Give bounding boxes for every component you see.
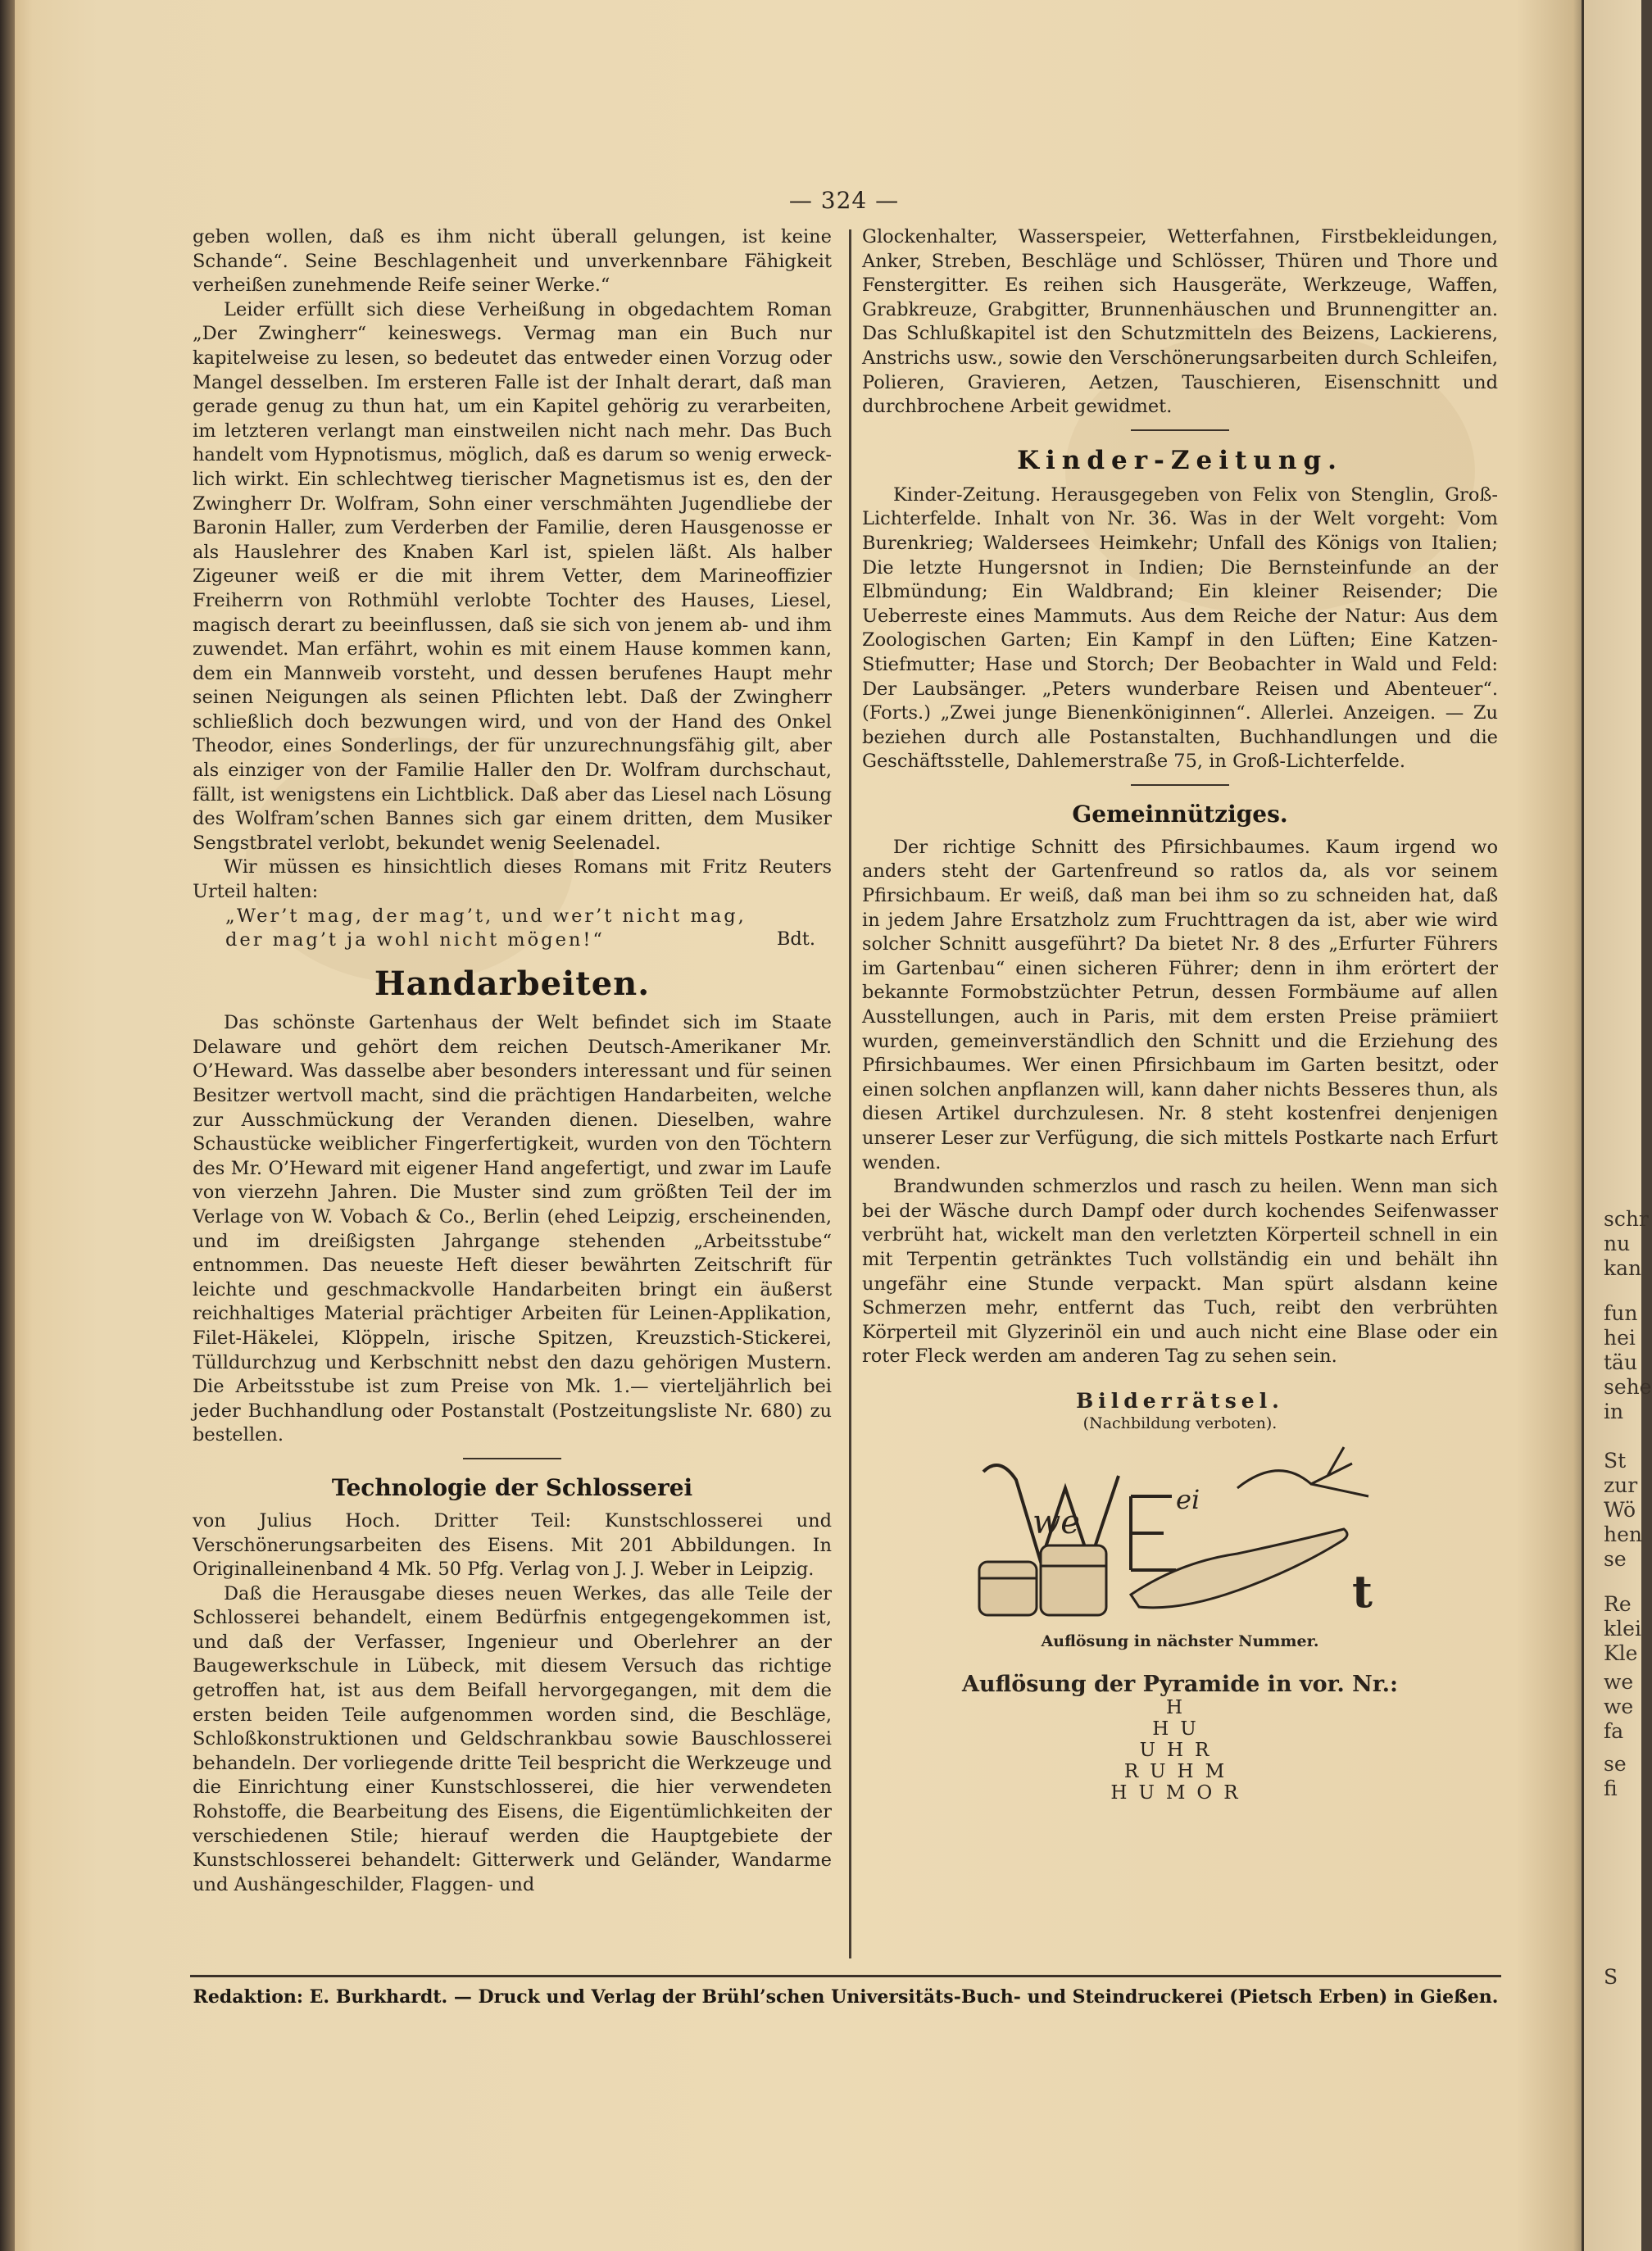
adjacent-page-text-fragment: hei [1604,1326,1636,1350]
footer-rule [190,1975,1501,1977]
imprint-footer: Redaktion: E. Burkhardt. — Druck und Verlag der Brühl’schen Universitäts-Buch- und Steindruckerei (Pietsch Erben) in Gießen. [193,1986,1499,2008]
section-heading-technologie: Technologie der Schlosserei [331,1473,693,1501]
adjacent-page-text-fragment: sehe [1604,1375,1652,1399]
adjacent-page-text-fragment: fun [1604,1301,1638,1325]
reuter-quote-line2: der mag’t ja wohl nicht mögen!“ [225,929,605,951]
left-column [193,225,832,1897]
pfirsich-text: Der richtige Schnitt des Pfirsichbaumes. Kaum irgend wo anders steht der Gartenfreund so ratlos da, als vor seinem Pfirsichbaum. Er weiß, daß man bei ihm so zu schneiden hat, daß in jedem Jahre Ersatzholz zum Fruchttragen da ist, aber wie wird solcher Schnitt ausgeführt? Da bietet Nr. 8 des „Erfurter Führers im Gartenbau“ einen sicheren Führer; denn in ihm erörtert der bekannte Formobstzüchter Petrun, dessen Formbäume auf allen Ausstellungen, auch in Paris, mit dem ersten Preise prämiiert wurden, gemeinverständlich den Schnitt und die Erziehung des Pfirsichbaumes. Wer einen Pfirsichbaum im Garten besitzt, oder einen solchen anpflanzen will, kann daher nichts Besseres thun, als diesen Artikel durchzulesen. Nr. 8 steht kostenfrei denjenigen unserer Leser zur Verfügung, die sich mittels Postkarte nach Erfurt wenden. [862,836,1498,1173]
pyramid-line: RUHM [1123,1760,1237,1782]
section-heading-kinder-zeitung: Kinder-Zeitung. [1017,445,1343,475]
pyramid-solution-title: Auflösung der Pyramide in vor. Nr.: [962,1671,1398,1697]
rebus-copyright-note: (Nachbildung verboten). [1082,1414,1278,1432]
pyramid-line: HUMOR [1110,1781,1250,1804]
adjacent-page-text-fragment: in [1604,1400,1624,1423]
adjacent-page-text-fragment: Kle [1604,1641,1638,1665]
adjacent-page-text-fragment: we [1604,1670,1634,1694]
review-continuation: geben wollen, daß es ihm nicht überall gelungen, ist keine Schande“. Seine Beschlagenheit und unverkennbare Fähigkeit verheißen zunehmende Reife seiner Werke.“ [193,226,832,297]
adjacent-page-text-fragment: fa [1604,1719,1624,1743]
rebus-picture [967,1439,1393,1627]
adjacent-page-text-fragment: Wö [1604,1498,1636,1522]
review-signature: Bdt. [776,928,815,951]
rebus-lizard [1131,1529,1347,1608]
adjacent-page-text-fragment: we [1604,1695,1634,1718]
technologie-continuation: Glockenhalter, Wasserspeier, Wetterfahnen, Firstbekleidungen, Anker, Streben, Beschläge und Schlösser, Thüren und Thore und Fenstergitter. Es reihen sich Hausgeräte, Werkzeuge, Waffen, Grabkreuze, Grabgitter, Brunnenhäuschen und Brunnengitter an. Das Schlußkapitel ist den Schutzmitteln des Beizens, Lackierens, Anstrichs usw., sowie den Verschönerungsarbeiten durch Schleifen, Polieren, Gravieren, Aetzen, Tauschieren, Eisenschnitt und durchbrochene Arbeit gewidmet. [862,226,1498,418]
technologie-text: Daß die Herausgabe dieses neuen Werkes, das alle Teile der Schlosserei behandelt, einem Bedürfnis entgegengekommen ist, und daß der Verfasser, Ingenieur und Oberlehrer an der Baugewerkschule in Lübeck, mit diesem Versuch das richtige getroffen hat, ist aus dem Beifall hervorgegangen, mit dem die ersten beiden Teile aufgenommen worden sind, die Beschläge, Schloßkonstruktionen und Geldschrankbau sowie Bauschlosserei behandeln. Der vorliegende dritte Teil bespricht die Werkzeuge und die Einrichtung einer Kunstschlosserei, die hier verwendeten Rohstoffe, die Bearbeitung des Eisens, die Eigentümlichkeiten der verschiedenen Stile; hierauf werden die Hauptgebiete der Kunstschlosserei behandelt: Gitterwerk und Geländer, Wandarme und Aushängeschilder, Flaggen- und [193,1582,832,1895]
right-column [862,225,1498,1804]
pyramid-line: UHR [1139,1739,1221,1761]
section-rule [1131,784,1229,786]
column-divider [849,229,851,1958]
adjacent-page-text-fragment: schr [1604,1207,1649,1231]
review-zwingherr: Leider erfüllt sich diese Verheißung in obgedachtem Roman „Der Zwingherr“ keineswegs. Vermag man ein Buch nur kapitelweise zu lesen, so bedeutet das entweder einen Vorzug oder Mangel desselben. Im ersteren Falle ist der Inhalt derart, daß man gerade genug zu thun hat, um ein Kapitel gehörig zu verarbeiten, im letzteren verlangt man einstweilen nicht nach mehr. Das Buch handelt vom Hypnotismus, möglich, daß es darum so wenig erweck-lich wirkt. Ein schlechtweg tierischer Magnetismus ist es, den der Zwingherr Dr. Wolfram, Sohn einer verschmähten Jugendliebe der Baronin Haller, zum Verderben der Familie, deren Hausgenosse er als Hauslehrer des Knaben Karl ist, spielen läßt. Als halber Zigeuner weiß er die mit ihrem Vetter, dem Marineoffizier Freiherrn von Rothmühl verlobte Tochter des Hauses, Liesel, magisch derart zu beeinflussen, daß sie sich von jenem ab- und ihm zuwendet. Man erfährt, wohin es mit einem Hause kommen kann, dem ein Mannweib vorsteht, und dessen berufenes Haupt mehr seinen Neigungen als seinen Pflichten lebt. Daß der Zwingherr schließlich doch bezwungen wird, und von der Hand des Onkel Theodor, eines Sonderlings, der für unzurechnungsfähig gilt, aber als einziger von der Familie Haller den Dr. Wolfram durchschaut, fällt, ist wenigstens ein Lichtblick. Daß aber das Liesel nach Lösung des Wolfram’schen Bannes sich gar einem dritten, dem Musiker Sengstbratel verlobt, bekundet wenig Seelenadel. [193,298,832,854]
section-rule [1131,429,1229,431]
adjacent-page-text-fragment: fi [1604,1777,1618,1800]
brandwunden-text: Brandwunden schmerzlos und rasch zu heilen. Wenn man sich bei der Wäsche durch Dampf oder durch kochendes Seifenwasser verbrüht hat, wickelt man den verletzten Körperteil schnell in ein mit Terpentin getränktes Tuch vollständig ein und behält ihn ungefähr eine Stunde verpackt. Man spürt alsdann keine Schmerzen mehr, entfernt das Tuch, reibt den verbrühten Körperteil mit Glyzerinöl ein und auch nicht eine Blase oder ein roter Fleck werden am anderen Tag zu sehen sein. [862,1176,1498,1368]
section-heading-gemeinnuetziges: Gemeinnütziges. [1072,800,1288,828]
rebus-letter-t: t [1352,1564,1373,1618]
section-rule [463,1458,561,1459]
adjacent-page-edge [1582,0,1652,2251]
adjacent-page-text-fragment: hen [1604,1523,1642,1546]
adjacent-page-text-fragment: S [1604,1965,1618,1989]
technologie-book-info: von Julius Hoch. Dritter Teil: Kunstschlosserei und Verschönerungsarbeiten des Eisens. Mit 201 Abbildungen. In Originalleinenband 4 Mk. 50 Pfg. Verlag von J. J. Weber in Leipzig. [193,1509,832,1581]
adjacent-page-text-fragment: se [1604,1547,1627,1571]
rebus-letter-e [1131,1496,1176,1570]
rebus-barrels [979,1545,1106,1615]
pyramid-line: H [1165,1696,1195,1718]
review-conclusion: Wir müssen es hinsichtlich dieses Romans mit Fritz Reuters Urteil halten: [193,856,832,903]
adjacent-page-text-fragment: täu [1604,1350,1638,1374]
section-heading-handarbeiten: Handarbeiten. [374,964,651,1004]
rebus-branch [1237,1447,1368,1496]
pyramid-line: HU [1152,1718,1208,1740]
rebus-solution-note: Auflösung in nächster Nummer. [1041,1632,1319,1650]
page-number: — 324 — [788,187,900,214]
adjacent-page-text-fragment: kan [1604,1256,1642,1280]
handarbeiten-text: Das schönste Gartenhaus der Welt befindet sich im Staate Delaware und gehört dem reichen Deutsch-Amerikaner Mr. O’Heward. Was dasselbe aber besonders interessant und für seinen Besitzer wertvoll macht, sind die prächtigen Handarbeiten, welche zur Ausschmückung der Veranden dienen. Dieselben, wahre Schaustücke weiblicher Fingerfertigkeit, wurden von den Töchtern des Mr. O’Heward mit eigener Hand angefertigt, und zwar im Laufe von vierzehn Jahren. Die Muster sind zum größten Teil der im Verlage von W. Vobach & Co., Berlin (ehed Leipzig, erscheinenden, und im dreißigsten Jahrgange stehenden „Arbeitsstube“ entnommen. Das neueste Heft dieser bewährten Zeitschrift für leichte und geschmackvolle Handarbeiten bringt ein äußerst reichhaltiges Material prächtiger Arbeiten für Leinen-Applikation, Filet-Häkelei, Klöppeln, irische Spitzen, Kreuzstich-Stickerei, Tülldurchzug und Kerbschnitt nebst den dazu gehörigen Mustern. Die Arbeitsstube ist zum Preise von Mk. 1.— vierteljährlich bei jeder Buchhandlung oder Postanstalt (Postzeitungsliste Nr. 680) zu bestellen. [193,1012,832,1446]
reuter-quote-line1: „Wer’t mag, der mag’t, und wer’t nicht mag, [225,905,747,927]
rebus-letter-ei: ei [1176,1483,1200,1515]
rebus-letter-e-small: we [1032,1503,1080,1541]
adjacent-page-text-fragment: zur [1604,1473,1638,1497]
adjacent-page-text-fragment: nu [1604,1232,1631,1255]
adjacent-page-text-fragment: St [1604,1449,1627,1473]
adjacent-page-text-fragment: klei [1604,1617,1641,1641]
adjacent-page-text-fragment: Re [1604,1592,1632,1616]
kinder-zeitung-text: Kinder-Zeitung. Herausgegeben von Felix von Stenglin, Groß-Lichterfelde. Inhalt von Nr. 36. Was in der Welt vorgeht: Vom Burenkrieg; Waldersees Heimkehr; Unfall des Königs von Italien; Die letzte Hungersnot in Indien; Die Bernsteinfunde an der Elbmündung; Ein Waldbrand; Ein kleiner Reisender; Die Ueberreste eines Mammuts. Aus dem Reiche der Natur: Aus dem Zoologischen Garten; Ein Kampf in den Lüften; Eine Katzen-Stiefmutter; Hase und Storch; Der Beobachter in Wald und Feld: Der Laubsänger. „Peters wunderbare Reisen und Abenteuer“. (Forts.) „Zwei junge Bienenköniginnen“. Allerlei. Anzeigen. — Zu beziehen durch alle Postanstalten, Buchhandlungen und die Geschäftsstelle, Dahlemerstraße 75, in Groß-Lichterfelde. [862,483,1498,773]
binding-edge [0,0,15,2251]
rebus-title: Bilderrätsel. [1076,1388,1284,1413]
adjacent-page-text-fragment: se [1604,1752,1627,1776]
